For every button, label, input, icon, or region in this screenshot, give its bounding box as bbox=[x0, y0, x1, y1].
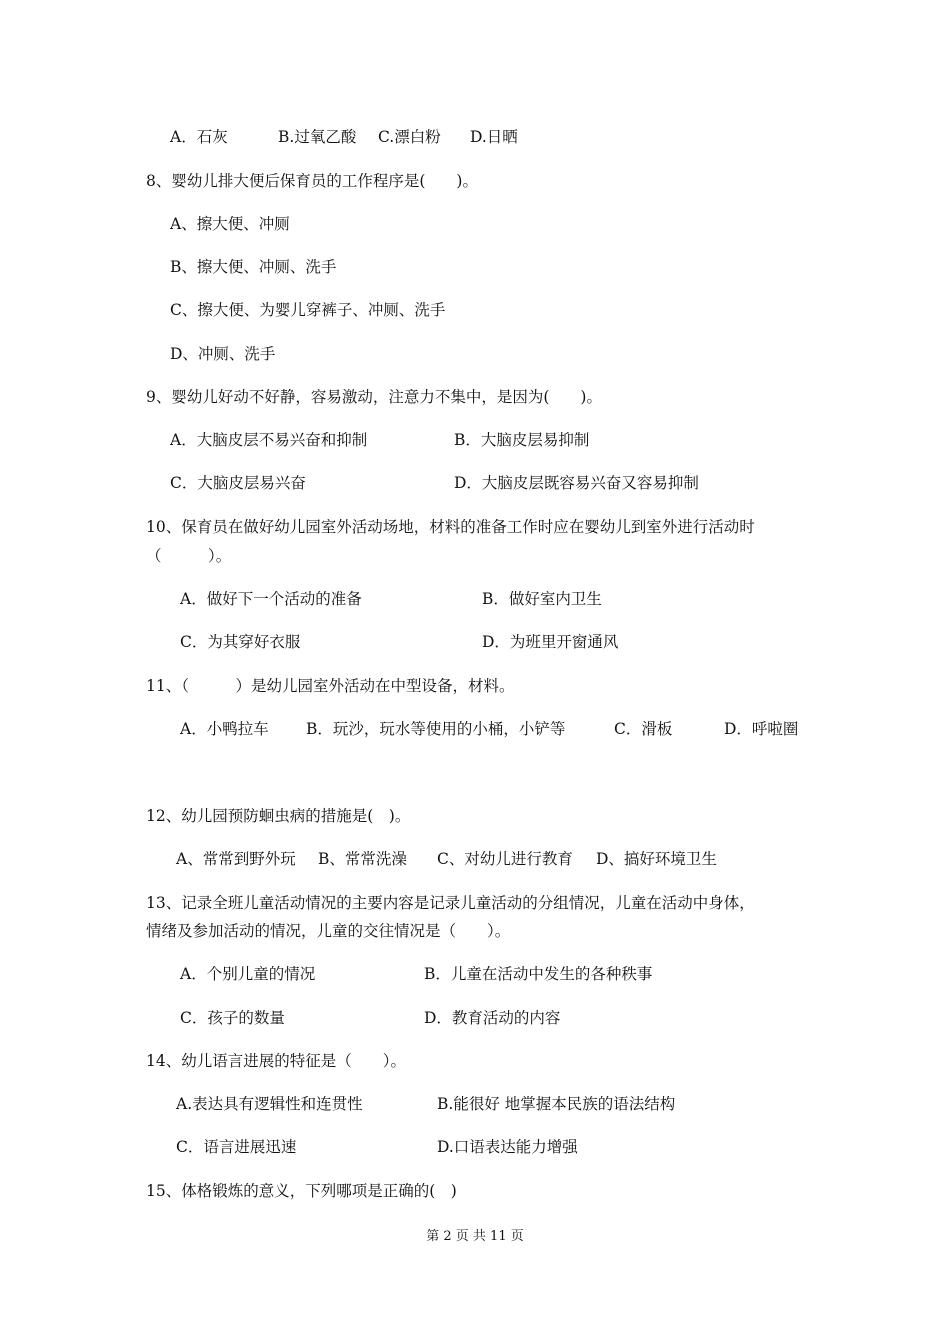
q14-stem: 14、幼儿语言进展的特征是（ ）。 bbox=[146, 1052, 406, 1070]
q13-option-c: C．孩子的数量 bbox=[180, 1009, 285, 1027]
q7-option-a: A．石灰 bbox=[170, 128, 228, 146]
q15-stem: 15、体格锻炼的意义，下列哪项是正确的( ) bbox=[146, 1182, 457, 1200]
q12-option-a: A、常常到野外玩 bbox=[176, 850, 296, 868]
q12-option-b: B、常常洗澡 bbox=[318, 850, 407, 868]
q7-option-d: D.日晒 bbox=[470, 128, 518, 146]
q14-option-a: A.表达具有逻辑性和连贯性 bbox=[176, 1095, 363, 1113]
q13-stem-line-2: 情绪及参加活动的情况，儿童的交往情况是（ ）。 bbox=[146, 922, 511, 940]
q10-stem-line-2: （ ）。 bbox=[146, 547, 232, 565]
q8-option-c: C、擦大便、为婴儿穿裤子、冲厕、洗手 bbox=[170, 301, 446, 319]
q7-option-c: C.漂白粉 bbox=[378, 128, 441, 146]
q8-option-b: B、擦大便、冲厕、洗手 bbox=[170, 258, 337, 276]
q13-stem-line-1: 13、记录全班儿童活动情况的主要内容是记录儿童活动的分组情况，儿童在活动中身体， bbox=[146, 894, 755, 912]
q8-option-d: D、冲厕、洗手 bbox=[170, 345, 276, 363]
q9-stem: 9、婴幼儿好动不好静，容易激动，注意力不集中，是因为( )。 bbox=[146, 388, 602, 406]
q10-option-a: A．做好下一个活动的准备 bbox=[180, 590, 362, 608]
q11-option-a: A．小鸭拉车 bbox=[180, 720, 269, 738]
q11-option-b: B．玩沙，玩水等使用的小桶，小铲等 bbox=[306, 720, 566, 738]
q13-option-a: A．个别儿童的情况 bbox=[180, 965, 316, 983]
q13-option-d: D．教育活动的内容 bbox=[424, 1009, 561, 1027]
q8-option-a: A、擦大便、冲厕 bbox=[170, 215, 290, 233]
q10-option-d: D．为班里开窗通风 bbox=[482, 633, 619, 651]
q10-option-c: C．为其穿好衣服 bbox=[180, 633, 301, 651]
q8-stem: 8、婴幼儿排大便后保育员的工作程序是( )。 bbox=[146, 172, 478, 190]
q14-option-b: B.能很好 地掌握本民族的语法结构 bbox=[437, 1095, 676, 1113]
q9-option-d: D．大脑皮层既容易兴奋又容易抑制 bbox=[454, 474, 699, 492]
q7-option-b: B.过氧乙酸 bbox=[278, 128, 357, 146]
q12-stem: 12、幼儿园预防蛔虫病的措施是( )。 bbox=[146, 807, 411, 825]
q10-stem-line-1: 10、保育员在做好幼儿园室外活动场地，材料的准备工作时应在婴幼儿到室外进行活动时 bbox=[146, 518, 755, 536]
q11-option-d: D．呼啦圈 bbox=[724, 720, 799, 738]
page-number-footer: 第 2 页 共 11 页 bbox=[426, 1229, 524, 1244]
q9-option-a: A．大脑皮层不易兴奋和抑制 bbox=[170, 431, 368, 449]
q12-option-c: C、对幼儿进行教育 bbox=[437, 850, 573, 868]
q9-option-c: C．大脑皮层易兴奋 bbox=[170, 474, 306, 492]
q13-option-b: B．儿童在活动中发生的各种秩事 bbox=[424, 965, 653, 983]
q9-option-b: B．大脑皮层易抑制 bbox=[454, 431, 590, 449]
q14-option-c: C．语言进展迅速 bbox=[176, 1138, 297, 1156]
q11-option-c: C．滑板 bbox=[614, 720, 673, 738]
q12-option-d: D、搞好环境卫生 bbox=[596, 850, 717, 868]
q11-stem: 11、（ ）是幼儿园室外活动在中型设备，材料。 bbox=[146, 677, 515, 695]
q10-option-b: B．做好室内卫生 bbox=[482, 590, 602, 608]
q14-option-d: D.口语表达能力增强 bbox=[437, 1138, 578, 1156]
